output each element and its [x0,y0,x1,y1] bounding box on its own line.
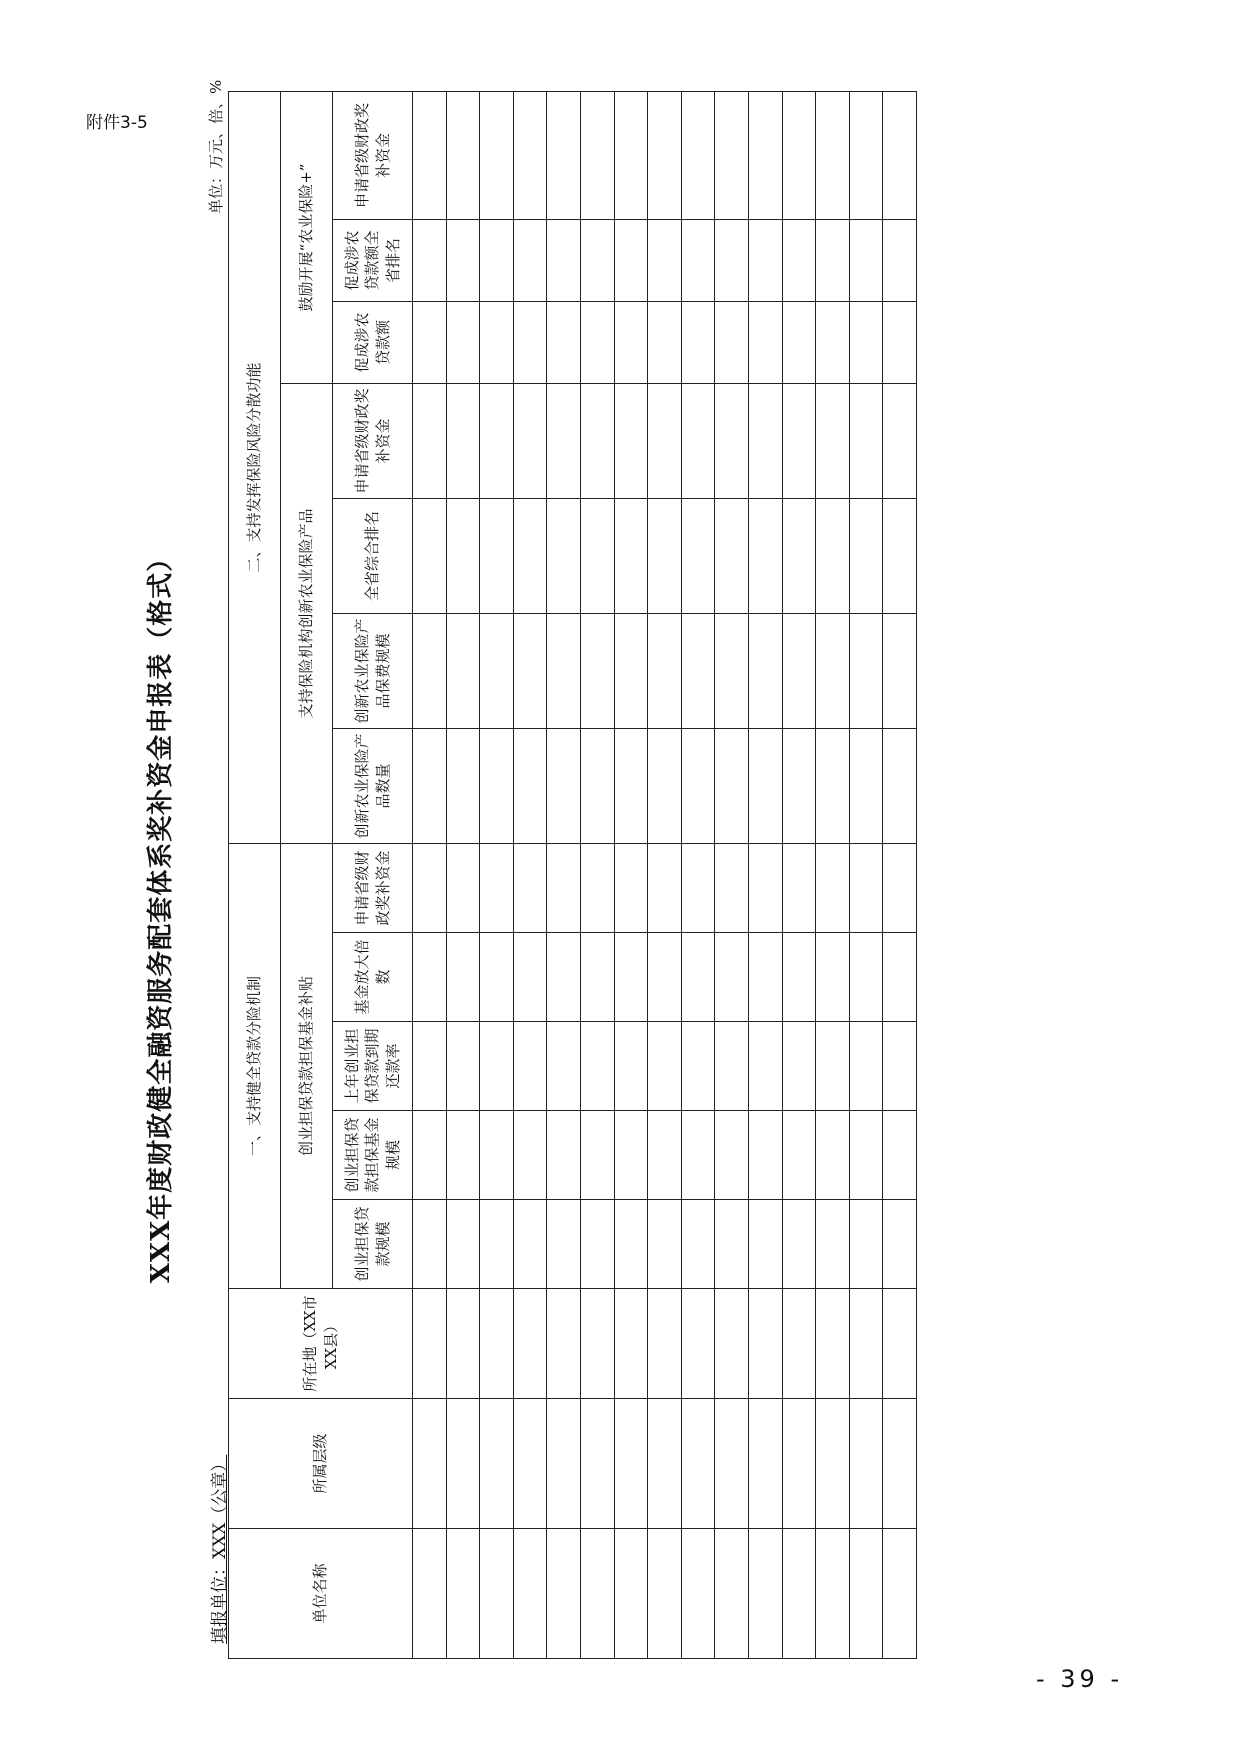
table-cell[interactable] [580,933,614,1022]
table-cell[interactable] [547,844,581,933]
table-cell[interactable] [614,729,648,844]
table-cell[interactable] [715,220,749,302]
header-col: 创新农业保险产品数量 [333,729,413,844]
header-col: 基金放大倍数 [333,933,413,1022]
table-cell[interactable] [614,302,648,384]
table-cell[interactable] [849,1022,883,1111]
table-cell[interactable] [446,92,480,220]
table-row [648,92,682,1659]
table-cell[interactable] [816,1111,850,1200]
table-cell[interactable] [547,499,581,614]
table-cell[interactable] [547,1111,581,1200]
table-cell[interactable] [681,1399,715,1529]
table-cell[interactable] [816,1200,850,1289]
table-cell[interactable] [782,1399,816,1529]
table-cell[interactable] [513,1529,547,1659]
table-cell[interactable] [413,302,447,384]
table-cell[interactable] [513,92,547,220]
table-cell[interactable] [480,499,514,614]
table-cell[interactable] [480,220,514,302]
table-cell[interactable] [513,1200,547,1289]
table-row [782,92,816,1659]
table-row [580,92,614,1659]
table-cell[interactable] [748,92,782,220]
table-cell[interactable] [681,499,715,614]
table-cell[interactable] [782,384,816,499]
table-cell[interactable] [580,844,614,933]
table-cell[interactable] [580,1022,614,1111]
table-cell[interactable] [513,1111,547,1200]
table-cell[interactable] [849,729,883,844]
table-cell[interactable] [748,384,782,499]
table-cell[interactable] [580,1200,614,1289]
table-cell[interactable] [782,729,816,844]
table-cell[interactable] [816,1529,850,1659]
table-cell[interactable] [681,844,715,933]
header-section1: 一、支持健全贷款分险机制 [229,844,281,1289]
attachment-label: 附件3-5 [86,113,148,133]
application-table [228,91,917,1659]
table-cell[interactable] [715,92,749,220]
table-cell[interactable] [614,499,648,614]
table-cell[interactable] [413,614,447,729]
table-cell[interactable] [782,1200,816,1289]
table-cell[interactable] [480,844,514,933]
table-cell[interactable] [883,1399,917,1529]
table-cell[interactable] [614,933,648,1022]
table-cell[interactable] [816,1022,850,1111]
page-number: - 39 - [1036,1665,1124,1693]
table-cell[interactable] [681,92,715,220]
table-cell[interactable] [513,1022,547,1111]
table-cell[interactable] [513,220,547,302]
header-col: 创新农业保险产品保费规模 [333,614,413,729]
table-cell[interactable] [648,1022,682,1111]
table-cell[interactable] [614,1200,648,1289]
table-cell[interactable] [413,384,447,499]
table-cell[interactable] [715,302,749,384]
table-cell[interactable] [681,302,715,384]
table-row [413,92,447,1659]
table-cell[interactable] [849,302,883,384]
table-cell[interactable] [480,1200,514,1289]
table-cell[interactable] [446,614,480,729]
table-cell[interactable] [748,614,782,729]
table-cell[interactable] [849,1200,883,1289]
table-cell[interactable] [816,933,850,1022]
table-cell[interactable] [614,92,648,220]
table-cell[interactable] [681,220,715,302]
table-cell[interactable] [782,499,816,614]
table-cell[interactable] [883,1200,917,1289]
table-cell[interactable] [580,1289,614,1399]
table-cell[interactable] [883,384,917,499]
table-cell[interactable] [413,499,447,614]
table-row [446,92,480,1659]
table-row [715,92,749,1659]
table-row [748,92,782,1659]
table-cell[interactable] [580,1399,614,1529]
table-cell[interactable] [648,1111,682,1200]
table-cell[interactable] [547,92,581,220]
table-cell[interactable] [816,614,850,729]
table-cell[interactable] [715,844,749,933]
table-cell[interactable] [849,1529,883,1659]
table-cell[interactable] [413,1200,447,1289]
table-cell[interactable] [816,729,850,844]
table-cell[interactable] [849,844,883,933]
table-cell[interactable] [513,729,547,844]
table-cell[interactable] [715,1399,749,1529]
header-col: 创业担保贷款规模 [333,1200,413,1289]
table-cell[interactable] [715,499,749,614]
table-cell[interactable] [648,1289,682,1399]
table-cell[interactable] [715,1529,749,1659]
table-cell[interactable] [782,92,816,220]
table-cell[interactable] [681,1529,715,1659]
table-cell[interactable] [748,1399,782,1529]
table-cell[interactable] [580,1529,614,1659]
table-cell[interactable] [715,1200,749,1289]
table-cell[interactable] [648,220,682,302]
table-cell[interactable] [446,729,480,844]
table-cell[interactable] [648,729,682,844]
table-cell[interactable] [547,614,581,729]
table-cell[interactable] [748,933,782,1022]
table-cell[interactable] [480,1399,514,1529]
table-cell[interactable] [883,220,917,302]
table-cell[interactable] [413,729,447,844]
table-cell[interactable] [883,302,917,384]
table-cell[interactable] [715,933,749,1022]
table-cell[interactable] [648,614,682,729]
table-cell[interactable] [413,92,447,220]
header-col: 创业担保贷款担保基金规模 [333,1111,413,1200]
table-cell[interactable] [715,1289,749,1399]
table-cell[interactable] [782,844,816,933]
table-cell[interactable] [849,384,883,499]
table-cell[interactable] [883,92,917,220]
table-cell[interactable] [715,614,749,729]
table-cell[interactable] [480,1111,514,1200]
table-cell[interactable] [580,384,614,499]
table-cell[interactable] [547,933,581,1022]
table-cell[interactable] [580,499,614,614]
table-cell[interactable] [883,844,917,933]
table-cell[interactable] [883,1111,917,1200]
table-cell[interactable] [748,729,782,844]
table-cell[interactable] [849,1111,883,1200]
header-col: 全省综合排名 [333,499,413,614]
table-cell[interactable] [413,1399,447,1529]
table-cell[interactable] [782,614,816,729]
table-cell[interactable] [883,1289,917,1399]
table-cell[interactable] [614,614,648,729]
table-cell[interactable] [480,1022,514,1111]
table-cell[interactable] [849,92,883,220]
table-cell[interactable] [614,1399,648,1529]
table-cell[interactable] [849,1289,883,1399]
header-level: 所属层级 [229,1399,413,1529]
table-cell[interactable] [413,1289,447,1399]
table-cell[interactable] [816,384,850,499]
header-col: 上年创业担保贷款到期还款率 [333,1022,413,1111]
table-cell[interactable] [446,499,480,614]
table-cell[interactable] [614,844,648,933]
table-cell[interactable] [480,614,514,729]
table-cell[interactable] [748,220,782,302]
table-cell[interactable] [480,933,514,1022]
table-cell[interactable] [513,302,547,384]
table-cell[interactable] [748,499,782,614]
table-cell[interactable] [782,220,816,302]
table-cell[interactable] [580,1111,614,1200]
table-cell[interactable] [782,933,816,1022]
table-cell[interactable] [816,302,850,384]
table-cell[interactable] [413,220,447,302]
header-col: 申请省级财政奖补资金 [333,844,413,933]
table-cell[interactable] [446,1529,480,1659]
table-cell[interactable] [715,729,749,844]
table-cell[interactable] [547,384,581,499]
page-title: XXX年度财政健全融资服务配套体系奖补资金申报表（格式） [146,544,176,1284]
table-cell[interactable] [446,1200,480,1289]
table-cell[interactable] [480,1529,514,1659]
header-section1-subgroup: 创业担保贷款担保基金补贴 [281,844,333,1289]
table-cell[interactable] [513,614,547,729]
table-cell[interactable] [547,729,581,844]
table-cell[interactable] [816,220,850,302]
table-cell[interactable] [748,1289,782,1399]
table-row [547,92,581,1659]
table-cell[interactable] [547,1529,581,1659]
table-cell[interactable] [715,384,749,499]
table-cell[interactable] [648,844,682,933]
table-cell[interactable] [681,1022,715,1111]
table-cell[interactable] [513,499,547,614]
table-cell[interactable] [446,1399,480,1529]
table-cell[interactable] [681,933,715,1022]
table-cell[interactable] [446,1111,480,1200]
table-cell[interactable] [480,729,514,844]
table-cell[interactable] [883,614,917,729]
table-cell[interactable] [681,614,715,729]
table-cell[interactable] [580,220,614,302]
table-cell[interactable] [547,1399,581,1529]
table-cell[interactable] [614,384,648,499]
table-cell[interactable] [816,499,850,614]
table-cell[interactable] [748,1529,782,1659]
table-row [513,92,547,1659]
table-cell[interactable] [480,302,514,384]
table-cell[interactable] [748,844,782,933]
table-cell[interactable] [715,1022,749,1111]
header-col: 申请省级财政奖补资金 [333,92,413,220]
table-cell[interactable] [513,1289,547,1399]
table-cell[interactable] [413,844,447,933]
table-cell[interactable] [648,1399,682,1529]
header-location: 所在地（XX市XX县） [229,1289,413,1399]
table-cell[interactable] [782,1022,816,1111]
table-cell[interactable] [547,1022,581,1111]
table-cell[interactable] [614,1289,648,1399]
table-cell[interactable] [480,92,514,220]
table-cell[interactable] [580,729,614,844]
table-cell[interactable] [883,1022,917,1111]
table-cell[interactable] [748,1111,782,1200]
table-cell[interactable] [513,1399,547,1529]
table-cell[interactable] [782,1529,816,1659]
table-cell[interactable] [614,1022,648,1111]
table-cell[interactable] [883,499,917,614]
table-cell[interactable] [547,1200,581,1289]
table-cell[interactable] [513,844,547,933]
table-cell[interactable] [883,1529,917,1659]
table-cell[interactable] [849,499,883,614]
table-cell[interactable] [681,384,715,499]
unit-label: 单位：万元、倍、% [207,79,225,214]
table-cell[interactable] [648,499,682,614]
table-cell[interactable] [614,1111,648,1200]
table-cell[interactable] [748,302,782,384]
table-cell[interactable] [513,933,547,1022]
table-cell[interactable] [446,1022,480,1111]
table-row [849,92,883,1659]
table-cell[interactable] [681,1111,715,1200]
table-cell[interactable] [883,933,917,1022]
table-cell[interactable] [547,302,581,384]
table-cell[interactable] [580,614,614,729]
table-cell[interactable] [748,1200,782,1289]
table-cell[interactable] [446,933,480,1022]
table-cell[interactable] [446,302,480,384]
table-cell[interactable] [413,1529,447,1659]
table-cell[interactable] [413,1022,447,1111]
table-cell[interactable] [883,729,917,844]
table-cell[interactable] [446,844,480,933]
table-cell[interactable] [446,384,480,499]
table-row [681,92,715,1659]
table-cell[interactable] [580,92,614,220]
table-cell[interactable] [648,92,682,220]
table-cell[interactable] [580,302,614,384]
table-cell[interactable] [446,220,480,302]
table-cell[interactable] [648,1200,682,1289]
filler-unit-label: 填报单位：XXX（公章） [210,1454,230,1644]
table-cell[interactable] [849,1399,883,1529]
table-cell[interactable] [715,1111,749,1200]
table-cell[interactable] [648,302,682,384]
table-cell[interactable] [480,384,514,499]
table-cell[interactable] [648,384,682,499]
table-cell[interactable] [782,1289,816,1399]
table-row [883,92,917,1659]
table-cell[interactable] [748,1022,782,1111]
table-cell[interactable] [816,92,850,220]
table-cell[interactable] [480,1289,514,1399]
table-cell[interactable] [513,384,547,499]
header-section2-subgroup-b: 鼓励开展“农业保险+” [281,92,333,384]
table-cell[interactable] [816,1289,850,1399]
table-cell[interactable] [849,220,883,302]
table-cell[interactable] [614,1529,648,1659]
table-cell[interactable] [547,220,581,302]
table-cell[interactable] [816,1399,850,1529]
header-col: 促成涉农贷款额 [333,302,413,384]
table-cell[interactable] [816,844,850,933]
table-cell[interactable] [413,933,447,1022]
table-cell[interactable] [782,1111,816,1200]
table-cell[interactable] [614,220,648,302]
header-col: 申请省级财政奖补资金 [333,384,413,499]
header-section2: 二、支持发挥保险风险分散功能 [229,92,281,844]
table-cell[interactable] [413,1111,447,1200]
table-cell[interactable] [782,302,816,384]
table-cell[interactable] [849,933,883,1022]
table-cell[interactable] [648,1529,682,1659]
table-cell[interactable] [547,1289,581,1399]
table-cell[interactable] [681,729,715,844]
header-section2-subgroup-a: 支持保险机构创新农业保险产品 [281,384,333,844]
table-cell[interactable] [849,614,883,729]
blank-entry-rows [413,92,917,1659]
table-row [480,92,514,1659]
header-col: 促成涉农贷款额全省排名 [333,220,413,302]
table-cell[interactable] [446,1289,480,1399]
table-row [614,92,648,1659]
table-cell[interactable] [681,1289,715,1399]
table-cell[interactable] [681,1200,715,1289]
header-unit-name: 单位名称 [229,1529,413,1659]
table-row [816,92,850,1659]
table-cell[interactable] [648,933,682,1022]
